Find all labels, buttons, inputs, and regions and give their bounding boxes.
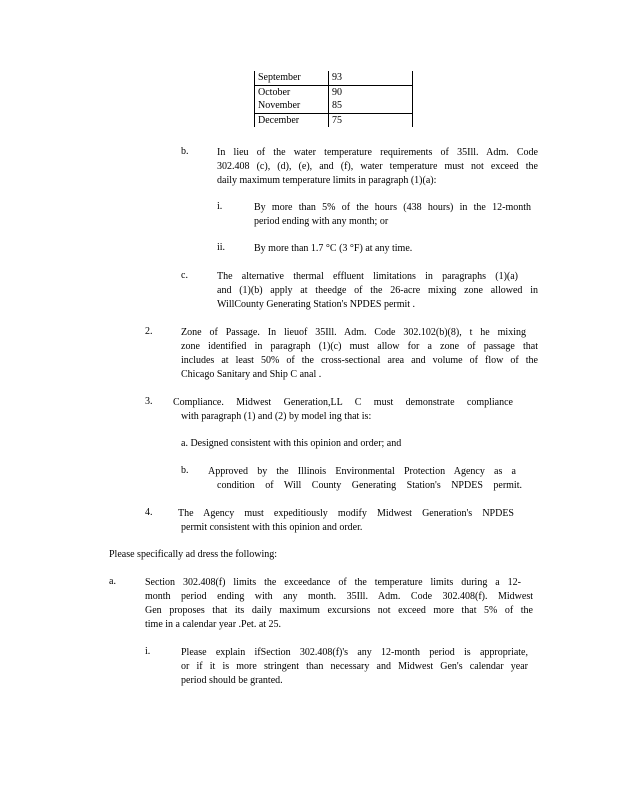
text-line: zone identified in paragraph (1)(c) must allow for a zone of passage that	[181, 341, 538, 352]
paragraph-b-i	[254, 201, 531, 229]
text-line: month period ending with any month. 35Ill. Adm. Code 302.408(f). Midwest	[145, 591, 533, 602]
question-a-marker: a.	[109, 576, 116, 587]
text-line: condition of Will County Generating Station's NPDES permit.	[217, 480, 522, 491]
text-line: In lieu of the water temperature requirements of 35Ill. Adm. Code	[217, 147, 538, 158]
month-cell: November	[255, 99, 329, 113]
paragraph-c	[217, 270, 538, 312]
item-4-agency	[178, 507, 514, 535]
table-row	[255, 71, 413, 85]
text-line: includes at least 50% of the cross-sectional area and volume of flow of the	[181, 355, 538, 366]
text-line: Please specifically ad dress the following:	[109, 549, 278, 560]
text-line: period should be granted.	[181, 675, 283, 686]
question-a-i	[181, 646, 528, 688]
text-line: and (1)(b) apply at theedge of the 26-acre mixing zone allowed in	[217, 285, 538, 296]
text-line: The Agency must expeditiously modify Midwest Generation's NPDES	[178, 508, 514, 519]
value-cell: 93	[329, 71, 413, 85]
paragraph-c-marker: c.	[181, 270, 188, 281]
month-cell: September	[255, 71, 329, 85]
text-line: Compliance. Midwest Generation,LL C must demonstrate compliance	[173, 397, 513, 408]
paragraph-b-ii	[254, 242, 412, 256]
item-4-marker: 4.	[145, 507, 153, 518]
text-line: a. Designed consistent with this opinion and order; and	[181, 438, 402, 449]
item-3-b	[208, 465, 522, 493]
text-line: The alternative thermal effluent limitations in paragraphs (1)(a)	[217, 271, 518, 282]
value-cell: 90	[329, 85, 413, 99]
table-row	[255, 113, 413, 127]
monthly-temperature-table	[254, 71, 413, 127]
value-cell: 75	[329, 113, 413, 127]
text-line: period ending with any month; or	[254, 216, 389, 227]
item-3-marker: 3.	[145, 396, 153, 407]
item-2-zone-of-passage	[181, 326, 538, 382]
text-line: daily maximum temperature limits in paragraph (1)(a):	[217, 175, 437, 186]
text-line: Please explain ifSection 302.408(f)'s any 12-month period is appropriate,	[181, 647, 528, 658]
text-line: 302.408 (c), (d), (e), and (f), water temperature must not exceed the	[217, 161, 538, 172]
item-3-compliance	[173, 396, 513, 424]
text-line: By more than 5% of the hours (438 hours) in the 12-month	[254, 202, 531, 213]
item-3-a	[181, 437, 401, 451]
text-line: time in a calendar year .Pet. at 25.	[145, 619, 282, 630]
month-cell: October	[255, 85, 329, 99]
table-row	[255, 99, 413, 113]
table-row	[255, 85, 413, 99]
text-line: Gen proposes that its daily maximum excursions not exceed more that 5% of the	[145, 605, 533, 616]
text-line: Zone of Passage. In lieuof 35Ill. Adm. Code 302.102(b)(8), t he mixing	[181, 327, 526, 338]
paragraph-b-marker: b.	[181, 146, 189, 157]
item-2-marker: 2.	[145, 326, 153, 337]
paragraph-b	[217, 146, 538, 188]
paragraph-b-i-marker: i.	[217, 201, 223, 212]
text-line: permit consistent with this opinion and order.	[181, 522, 363, 533]
item-3-b-marker: b.	[181, 465, 189, 476]
text-line: or if it is more stringent than necessary and Midwest Gen's calendar year	[181, 661, 528, 672]
value-cell: 85	[329, 99, 413, 113]
text-line: By more than 1.7 °C (3 °F) at any time.	[254, 243, 413, 254]
month-cell: December	[255, 113, 329, 127]
question-a	[145, 576, 533, 632]
text-line: Chicago Sanitary and Ship C anal .	[181, 369, 322, 380]
question-a-i-marker: i.	[145, 646, 151, 657]
text-line: Section 302.408(f) limits the exceedance of the temperature limits during a 12-	[145, 577, 521, 588]
text-line: with paragraph (1) and (2) by model ing that is:	[181, 411, 372, 422]
please-address-heading	[109, 548, 277, 562]
paragraph-b-ii-marker: ii.	[217, 242, 226, 253]
text-line: WillCounty Generating Station's NPDES permit .	[217, 299, 416, 310]
text-line: Approved by the Illinois Environmental Protection Agency as a	[208, 466, 516, 477]
